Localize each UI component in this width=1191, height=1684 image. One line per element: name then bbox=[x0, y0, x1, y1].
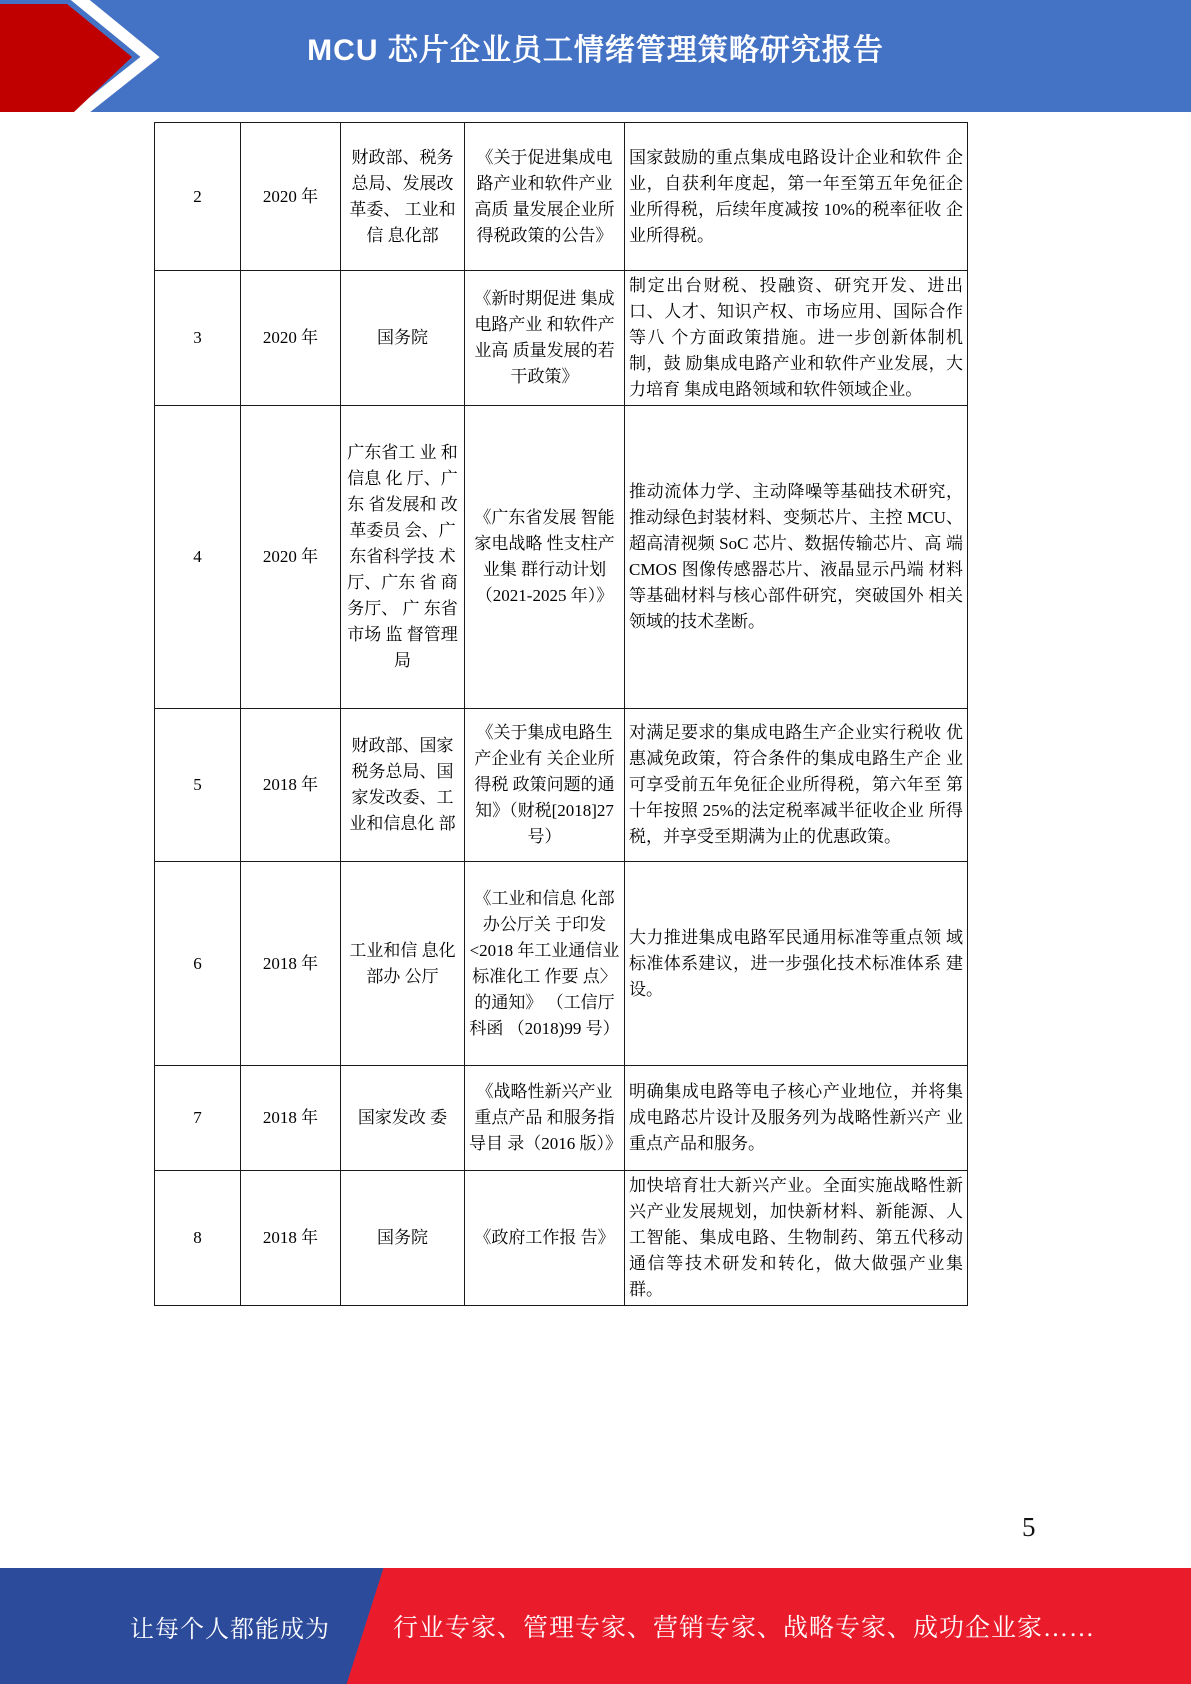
cell-agency: 国家发改 委 bbox=[341, 1066, 465, 1171]
cell-index: 5 bbox=[155, 709, 241, 862]
table-row bbox=[155, 1171, 968, 1306]
footer-band bbox=[0, 1568, 1191, 1684]
cell-agency: 国务院 bbox=[341, 271, 465, 406]
cell-index: 2 bbox=[155, 123, 241, 271]
cell-index: 7 bbox=[155, 1066, 241, 1171]
policy-table bbox=[154, 122, 968, 1306]
cell-index: 6 bbox=[155, 862, 241, 1066]
cell-policy: 《战略性新兴产业重点产品 和服务指导目 录（2016 版）》 bbox=[465, 1066, 625, 1171]
cell-agency: 工业和信 息化部办 公厅 bbox=[341, 862, 465, 1066]
cell-policy: 《政府工作报 告》 bbox=[465, 1171, 625, 1306]
cell-index: 3 bbox=[155, 271, 241, 406]
cell-year: 2020 年 bbox=[241, 406, 341, 709]
table-row bbox=[155, 123, 968, 271]
cell-policy: 《工业和信息 化部办公厅关 于印发<2018 年工业通信业 标准化工 作要 点〉的通知》 （工信厅科函 （2018)99 号） bbox=[465, 862, 625, 1066]
cell-year: 2018 年 bbox=[241, 1066, 341, 1171]
cell-year: 2020 年 bbox=[241, 123, 341, 271]
cell-content: 大力推进集成电路军民通用标准等重点领 域标准体系建议，进一步强化技术标准体系 建设。 bbox=[625, 862, 968, 1066]
cell-year: 2018 年 bbox=[241, 862, 341, 1066]
cell-content: 推动流体力学、主动降噪等基础技术研究， 推动绿色封装材料、变频芯片、主控 MCU、 超高清视频 SoC 芯片、数据传输芯片、高 端 CMOS 图像传感器芯片、液晶显示冎端 材料等基础材料与核心部件研究，突破国外 相关领域的技术垄断。 bbox=[625, 406, 968, 709]
cell-content: 明确集成电路等电子核心产业地位，并将集 成电路芯片设计及服务列为战略性新兴产 业重点产品和服务。 bbox=[625, 1066, 968, 1171]
cell-agency: 财政部、税务总局、发展改革委、 工业和信 息化部 bbox=[341, 123, 465, 271]
footer-slogan-right: 行业专家、管理专家、营销专家、战略专家、成功企业家…… bbox=[393, 1615, 1096, 1642]
cell-year: 2018 年 bbox=[241, 1171, 341, 1306]
table-row bbox=[155, 271, 968, 406]
cell-agency: 财政部、国家税务总局、国家发改委、工业和信息化 部 bbox=[341, 709, 465, 862]
cell-year: 2020 年 bbox=[241, 271, 341, 406]
cell-agency: 国务院 bbox=[341, 1171, 465, 1306]
header-banner bbox=[0, 0, 1191, 112]
cell-content: 国家鼓励的重点集成电路设计企业和软件 企业，自获利年度起，第一年至第五年免征企业所得税，后续年度减按 10%的税率征收 企业所得税。 bbox=[625, 123, 968, 271]
policy-table-body bbox=[155, 123, 968, 1306]
cell-content: 加快培育壮大新兴产业。全面实施战略性新 兴产业发展规划，加快新材料、新能源、人 工智能、集成电路、生物制药、第五代移动 通信等技术研发和转化，做大做强产业集 群。 bbox=[625, 1171, 968, 1306]
cell-policy: 《关于集成电路生产企业有 关企业所得税 政策问题的通 知》（财税[2018]27 号） bbox=[465, 709, 625, 862]
cell-policy: 《新时期促进 集成电路产业 和软件产业高 质量发展的若 干政策》 bbox=[465, 271, 625, 406]
table-row bbox=[155, 406, 968, 709]
cell-index: 8 bbox=[155, 1171, 241, 1306]
cell-content: 对满足要求的集成电路生产企业实行税收 优惠减免政策，符合条件的集成电路生产企 业可享受前五年免征企业所得税，第六年至 第十年按照 25%的法定税率减半征收企业 所得税，并享受至期满为止的优惠政策。 bbox=[625, 709, 968, 862]
cell-index: 4 bbox=[155, 406, 241, 709]
cell-policy: 《广东省发展 智能家电战略 性支柱产业集 群行动计划（2021-2025 年）》 bbox=[465, 406, 625, 709]
table-row bbox=[155, 709, 968, 862]
footer-slogan-left: 让每个人都能成为 bbox=[130, 1616, 330, 1643]
page-title: MCU 芯片企业员工情绪管理策略研究报告 bbox=[307, 34, 884, 67]
page-number: 5 bbox=[1022, 1512, 1036, 1542]
table-row bbox=[155, 1066, 968, 1171]
cell-policy: 《关于促进集成电路产业和软件产业高质 量发展企业所 得税政策的公告》 bbox=[465, 123, 625, 271]
cell-year: 2018 年 bbox=[241, 709, 341, 862]
cell-content: 制定出台财税、投融资、研究开发、进出口、人才、知识产权、市场应用、国际合作等八 个方面政策措施。进一步创新体制机制，鼓 励集成电路产业和软件产业发展，大力培育 集成电路领域和软件领域企业。 bbox=[625, 271, 968, 406]
cell-agency: 广东省工 业 和信息 化 厅、广东 省发展和 改 革委员 会、广东省科学技 术 厅、广东 省 商务厅、 广 东省市场 监 督管理 局 bbox=[341, 406, 465, 709]
table-row bbox=[155, 862, 968, 1066]
